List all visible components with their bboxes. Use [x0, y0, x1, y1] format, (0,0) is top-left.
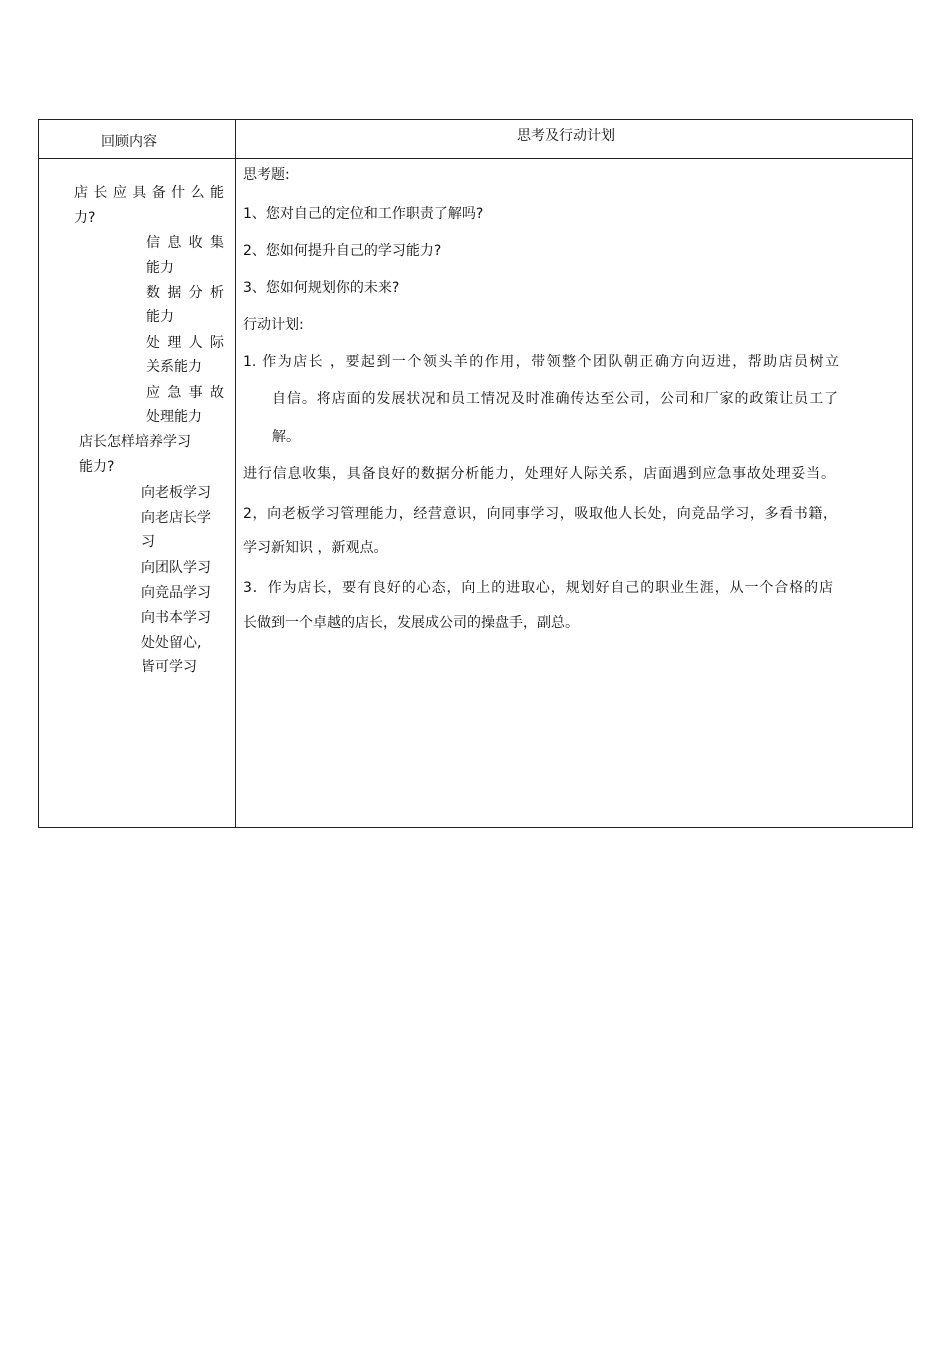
review-question-1-cont: 力? [74, 210, 96, 226]
thinking-question-2: 2、您如何提升自己的学习能力? [243, 243, 442, 259]
review-question-1: 店长应具备什么能 [74, 185, 224, 201]
review-method: 向书本学习 [141, 610, 211, 626]
review-method: 向竞品学习 [141, 585, 211, 601]
review-plan-table [38, 119, 913, 828]
action-item-2-cont: 学习新知识 ，新观点。 [243, 540, 388, 556]
action-item-3: 3．作为店长，要有良好的心态，向上的进取心，规划好自己的职业生涯，从一个合格的店 [243, 580, 833, 596]
review-method-cont: 皆可学习 [141, 659, 197, 675]
review-method: 处处留心, [141, 635, 202, 651]
action-item-3-cont: 长做到一个卓越的店长，发展成公司的操盘手，副总。 [243, 615, 579, 631]
header-review: 回顾内容 [101, 134, 157, 150]
thinking-title: 思考题: [243, 167, 290, 183]
thinking-question-1: 1、您对自己的定位和工作职责了解吗? [243, 206, 484, 222]
action-item-1-summary: 进行信息收集，具备良好的数据分析能力，处理好人际关系，店面遇到应急事故处理妥当。 [243, 466, 835, 482]
review-item: 数据分析 [146, 285, 224, 301]
review-item-cont: 能力 [146, 260, 174, 276]
header-plan: 思考及行动计划 [517, 128, 615, 144]
action-item-1: 1. 作为店长 ，要起到一个领头羊的作用，带领整个团队朝正确方向迈进，帮助店员树立 [243, 354, 839, 370]
review-item-cont: 能力 [146, 309, 174, 325]
review-method: 向团队学习 [141, 560, 211, 576]
review-item-cont: 关系能力 [146, 359, 202, 375]
header-divider [39, 158, 912, 159]
review-method: 向老板学习 [141, 485, 211, 501]
review-question-2: 店长怎样培养学习 [79, 434, 191, 450]
thinking-question-3: 3、您如何规划你的未来? [243, 280, 400, 296]
review-method-cont: 习 [141, 534, 155, 550]
review-item-cont: 处理能力 [146, 409, 202, 425]
action-item-1-cont: 解。 [272, 429, 300, 445]
review-item: 应急事故 [146, 385, 224, 401]
review-item: 处理人际 [146, 335, 224, 351]
review-item: 信息收集 [146, 235, 224, 251]
action-title: 行动计划: [243, 317, 304, 333]
review-question-2-cont: 能力? [79, 459, 115, 475]
action-item-2: 2，向老板学习管理能力，经营意识，向同事学习，吸取他人长处，向竞品学习，多看书籍， [243, 506, 837, 522]
column-divider [235, 120, 236, 827]
action-item-1-cont: 自信。将店面的发展状况和员工情况及时准确传达至公司，公司和厂家的政策让员工了 [272, 391, 838, 407]
review-method: 向老店长学 [141, 510, 211, 526]
